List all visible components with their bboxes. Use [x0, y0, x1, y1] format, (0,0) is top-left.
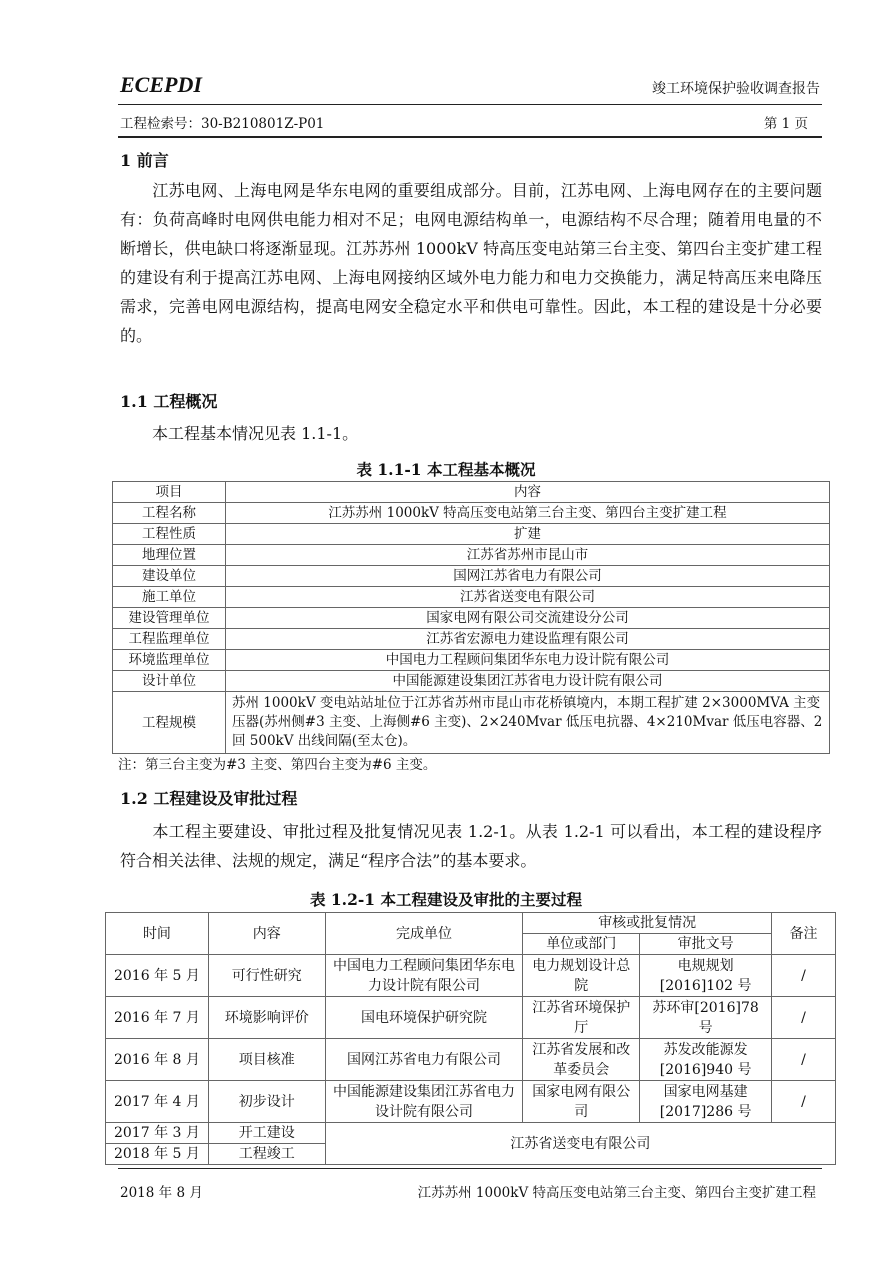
row-value: 中国电力工程顾问集团华东电力设计院有限公司	[226, 650, 830, 671]
cell-time: 2018 年 5 月	[106, 1144, 209, 1165]
header-divider-bottom	[118, 136, 822, 138]
header-doc: 审批文号	[640, 934, 772, 955]
section-heading-1: 1 前言	[120, 151, 169, 170]
row-label: 工程性质	[113, 524, 226, 545]
header-item: 项目	[113, 482, 226, 503]
cell-dept: 电力规划设计总院	[523, 955, 640, 997]
table-1-caption: 表 1.1-1 本工程基本概况	[356, 460, 536, 479]
row-label: 设计单位	[113, 671, 226, 692]
cell-unit: 国网江苏省电力有限公司	[325, 1039, 523, 1081]
row-value: 苏州 1000kV 变电站站址位于江苏省苏州市昆山市花桥镇境内，本期工程扩建 2×3000MVA 主变压器(苏州侧#3 主变、上海侧#6 主变)、2×240Mvar 低压电抗器、4×210Mvar 低压电容器、2 回 500kV 出线间隔(至太仓)。	[226, 692, 830, 754]
table-row	[106, 1039, 836, 1081]
cell-unit: 中国电力工程顾问集团华东电力设计院有限公司	[325, 955, 523, 997]
cell-content: 可行性研究	[208, 955, 325, 997]
row-label: 环境监理单位	[113, 650, 226, 671]
header-content: 内容	[226, 482, 830, 503]
table-row	[113, 671, 830, 692]
table-row	[113, 608, 830, 629]
cell-doc: 苏环审[2016]78 号	[640, 997, 772, 1039]
row-label: 工程规模	[113, 692, 226, 754]
approval-process-table	[105, 912, 836, 1165]
approval-text: 本工程主要建设、审批过程及批复情况见表 1.2-1。从表 1.2-1 可以看出，本工程的建设程序符合相关法律、法规的规定，满足“程序合法”的基本要求。	[120, 822, 822, 870]
cell-note: /	[772, 1039, 836, 1081]
header-divider	[118, 104, 822, 105]
row-value: 江苏省送变电有限公司	[226, 587, 830, 608]
cell-time: 2017 年 4 月	[106, 1081, 209, 1123]
cell-content: 项目核准	[208, 1039, 325, 1081]
cell-dept: 国家电网有限公司	[523, 1081, 640, 1123]
table-row	[106, 955, 836, 997]
header-dept: 单位或部门	[523, 934, 640, 955]
cell-doc: 电规规划[2016]102 号	[640, 955, 772, 997]
row-label: 地理位置	[113, 545, 226, 566]
footer-date: 2018 年 8 月	[120, 1185, 203, 1201]
table-row	[106, 997, 836, 1039]
header-review: 审核或批复情况	[523, 913, 772, 934]
row-label: 建设管理单位	[113, 608, 226, 629]
table-row	[106, 1123, 836, 1144]
cell-time: 2016 年 5 月	[106, 955, 209, 997]
cell-doc: 苏发改能源发[2016]940 号	[640, 1039, 772, 1081]
cell-doc: 国家电网基建[2017]286 号	[640, 1081, 772, 1123]
row-value: 江苏省苏州市昆山市	[226, 545, 830, 566]
header-time: 时间	[106, 913, 209, 955]
table-2-caption: 表 1.2-1 本工程建设及审批的主要过程	[310, 890, 582, 909]
approval-paragraph	[120, 817, 822, 875]
table-row	[113, 503, 830, 524]
table-header-row	[106, 913, 836, 934]
table-note: 注：第三台主变为#3 主变、第四台主变为#6 主变。	[118, 757, 437, 773]
table-row-scale	[113, 692, 830, 754]
header-unit: 完成单位	[325, 913, 523, 955]
row-label: 建设单位	[113, 566, 226, 587]
cell-unit: 中国能源建设集团江苏省电力设计院有限公司	[325, 1081, 523, 1123]
row-value: 江苏苏州 1000kV 特高压变电站第三台主变、第四台主变扩建工程	[226, 503, 830, 524]
report-title: 竣工环境保护验收调查报告	[652, 81, 820, 97]
company-logo: ECEPDI	[120, 72, 202, 97]
overview-text: 本工程基本情况见表 1.1-1。	[152, 424, 359, 443]
cell-content: 开工建设	[208, 1123, 325, 1144]
intro-text: 江苏电网、上海电网是华东电网的重要组成部分。目前，江苏电网、上海电网存在的主要问题有：负荷高峰时电网供电能力相对不足；电网电源结构单一，电源结构不尽合理；随着用电量的不断增长，供电缺口将逐渐显现。江苏苏州 1000kV 特高压变电站第三台主变、第四台主变扩建工程的建设有利于提高江苏电网、上海电网接纳区域外电力能力和电力交换能力，满足特高压来电降压需求，完善电网电源结构，提高电网安全稳定水平和供电可靠性。因此，本工程的建设是十分必要的。	[120, 181, 822, 345]
footer-divider	[118, 1168, 822, 1169]
row-label: 工程名称	[113, 503, 226, 524]
cell-note: /	[772, 1081, 836, 1123]
footer-project-name: 江苏苏州 1000kV 特高压变电站第三台主变、第四台主变扩建工程	[417, 1185, 816, 1201]
row-value: 中国能源建设集团江苏省电力设计院有限公司	[226, 671, 830, 692]
row-value: 扩建	[226, 524, 830, 545]
table-row	[113, 545, 830, 566]
cell-time: 2016 年 8 月	[106, 1039, 209, 1081]
intro-paragraph	[120, 176, 822, 350]
cell-note: /	[772, 955, 836, 997]
table-row	[113, 650, 830, 671]
cell-dept: 江苏省环境保护厅	[523, 997, 640, 1039]
table-header-row	[113, 482, 830, 503]
row-label: 施工单位	[113, 587, 226, 608]
row-value: 国家电网有限公司交流建设分公司	[226, 608, 830, 629]
cell-note: /	[772, 997, 836, 1039]
cell-merged-unit: 江苏省送变电有限公司	[325, 1123, 835, 1165]
table-row	[106, 1081, 836, 1123]
cell-content: 环境影响评价	[208, 997, 325, 1039]
overview-paragraph	[120, 419, 822, 448]
cell-content: 工程竣工	[208, 1144, 325, 1165]
row-value: 江苏省宏源电力建设监理有限公司	[226, 629, 830, 650]
project-index: 工程检索号：30-B210801Z-P01	[120, 116, 325, 132]
section-heading-1-2: 1.2 工程建设及审批过程	[120, 789, 298, 808]
header-content: 内容	[208, 913, 325, 955]
cell-unit: 国电环境保护研究院	[325, 997, 523, 1039]
cell-content: 初步设计	[208, 1081, 325, 1123]
project-overview-table	[112, 481, 830, 754]
row-label: 工程监理单位	[113, 629, 226, 650]
page-number: 第 1 页	[763, 116, 808, 132]
cell-time: 2017 年 3 月	[106, 1123, 209, 1144]
section-heading-1-1: 1.1 工程概况	[120, 392, 218, 411]
cell-time: 2016 年 7 月	[106, 997, 209, 1039]
row-value: 国网江苏省电力有限公司	[226, 566, 830, 587]
cell-dept: 江苏省发展和改革委员会	[523, 1039, 640, 1081]
header-note: 备注	[772, 913, 836, 955]
table-row	[113, 524, 830, 545]
table-row	[113, 629, 830, 650]
table-row	[113, 566, 830, 587]
table-row	[113, 587, 830, 608]
